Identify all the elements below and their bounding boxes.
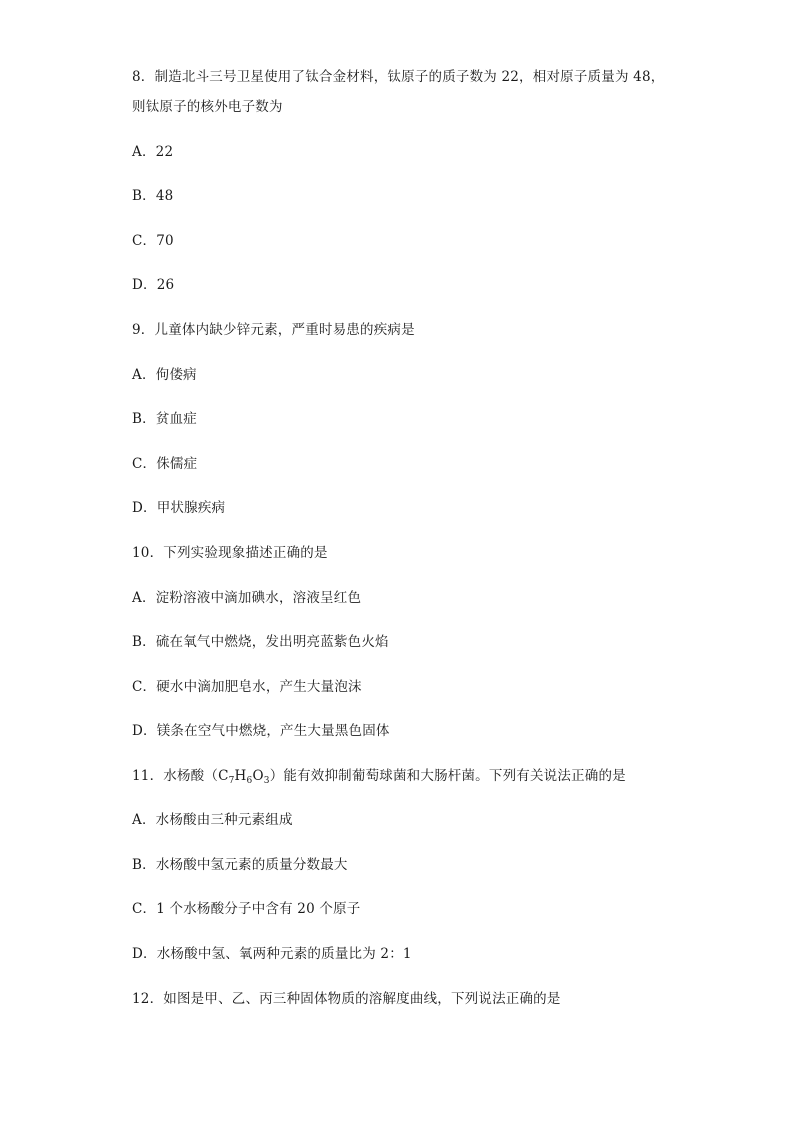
question-10-option-b: B．硫在氧气中燃烧，发出明亮蓝紫色火焰 xyxy=(132,634,389,650)
question-8-option-d: D．26 xyxy=(132,277,175,293)
question-11-stem-suffix: ）能有效抑制葡萄球菌和大肠杆菌。下列有关说法正确的是 xyxy=(269,768,626,784)
question-11-option-c: C．1 个水杨酸分子中含有 20 个原子 xyxy=(132,901,361,917)
formula-subscript-c: 7 xyxy=(228,776,235,786)
question-11-option-a: A．水杨酸由三种元素组成 xyxy=(132,812,293,828)
question-9-stem: 9．儿童体内缺少锌元素，严重时易患的疾病是 xyxy=(132,322,415,338)
question-8-stem-line1: 8．制造北斗三号卫星使用了钛合金材料，钛原子的质子数为 22，相对原子质量为 48， xyxy=(132,69,665,85)
question-10-stem: 10．下列实验现象描述正确的是 xyxy=(132,545,328,561)
question-8-option-a: A．22 xyxy=(132,144,174,160)
formula-element-h: H xyxy=(234,768,247,784)
question-11-option-d: D．水杨酸中氢、氧两种元素的质量比为 2：1 xyxy=(132,946,412,962)
question-12-stem: 12．如图是甲、乙、丙三种固体物质的溶解度曲线，下列说法正确的是 xyxy=(132,991,561,1007)
question-10-option-a: A．淀粉溶液中滴加碘水，溶液呈红色 xyxy=(132,590,362,606)
question-11-stem-prefix: 11．水杨酸（C xyxy=(132,768,229,784)
formula-subscript-h: 6 xyxy=(246,776,253,786)
question-9-option-d: D．甲状腺疾病 xyxy=(132,500,226,516)
question-9-option-a: A．佝偻病 xyxy=(132,367,197,383)
question-8-option-b: B．48 xyxy=(132,188,174,204)
question-9-option-c: C．侏儒症 xyxy=(132,456,198,472)
question-9-option-b: B．贫血症 xyxy=(132,411,197,427)
question-10-option-c: C．硬水中滴加肥皂水，产生大量泡沫 xyxy=(132,679,362,695)
question-11-option-b: B．水杨酸中氢元素的质量分数最大 xyxy=(132,857,348,873)
question-10-option-d: D．镁条在空气中燃烧，产生大量黑色固体 xyxy=(132,723,390,739)
question-8-stem-line2: 则钛原子的核外电子数为 xyxy=(132,99,283,115)
question-11-stem xyxy=(132,767,626,790)
question-8-option-c: C．70 xyxy=(132,233,174,249)
formula-element-o: O xyxy=(252,768,264,784)
formula-subscript-o: 3 xyxy=(263,776,270,786)
